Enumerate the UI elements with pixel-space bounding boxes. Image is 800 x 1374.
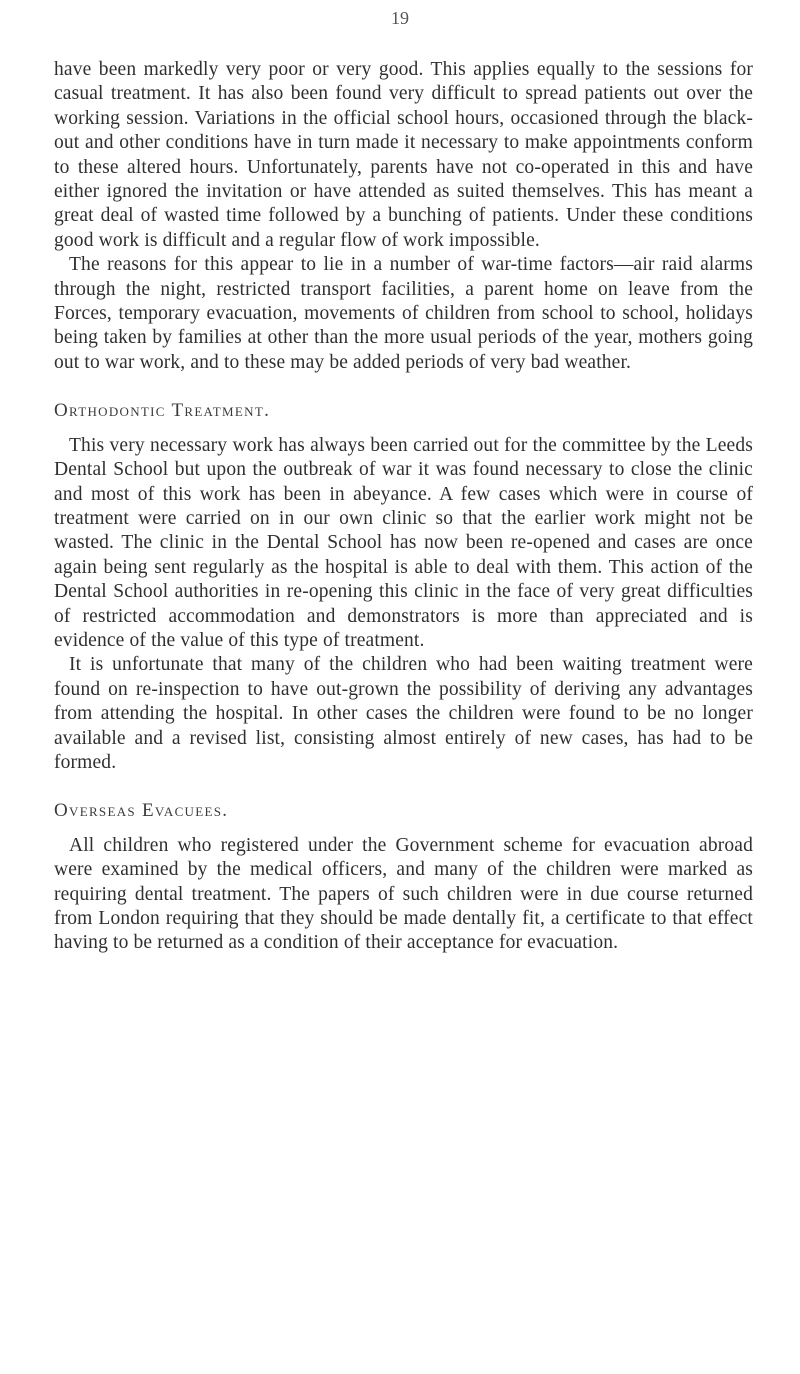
paragraph-continued: have been markedly very poor or very good. This applies equally to the sessions for casual treatment. It has also been found very difficult to spread patients out over the working session. Variations in the official school hours, occasioned through the black-out and other conditions have in turn made it necessary to make appointments conform to these altered hours. Unfortunately, parents have not co-operated in this and have either ignored the invitation or have attended as suited themselves. This has meant a great deal of wasted time followed by a bunching of patients. Under these conditions good work is difficult and a regular flow of work impossible. (54, 59, 753, 251)
paragraph-orthodontic-waiting: It is unfortunate that many of the children who had been waiting treatment were found on re-inspection to have out-grown the possibility of deriving any advantages from attending the hospital. In other cases the children were found to be no longer available and a revised list, consisting almost entirely of new cases, has had to be formed. (54, 654, 753, 773)
paragraph-wartime-factors: The reasons for this appear to lie in a number of war-time factors—air raid alarms through the night, restricted transport facilities, a parent home on leave from the Forces, temporary evacuation, movements of children from school to school, holidays being taken by families at other than the more usual periods of the year, mothers going out to war work, and to these may be added periods of very bad weather. (54, 254, 753, 373)
paragraph-orthodontic-work: This very necessary work has always been carried out for the committee by the Leeds Dental School but upon the outbreak of war it was found necessary to close the clinic and most of this work has been in abeyance. A few cases which were in course of treatment were carried on in our own clinic so that the earlier work might not be wasted. The clinic in the Dental School has now been re-opened and cases are once again being sent regularly as the hospital is able to deal with them. This action of the Dental School authorities in re-opening this clinic in the face of very great difficulties of restricted accommodation and demonstrators is more than appreciated and is evidence of the value of this type of treatment. (54, 434, 753, 651)
paragraph-overseas-evacuees: All children who registered under the Government scheme for evacuation abroad were examined by the medical officers, and many of the children were marked as requiring dental treatment. The papers of such children were in due course returned from London requiring that they should be made dentally fit, a certificate to that effect having to be returned as a condition of their acceptance for evacuation. (54, 834, 753, 954)
body-text (54, 58, 753, 956)
section-heading-overseas-evacuees: Overseas Evacuees. (54, 800, 229, 822)
page-number: 19 (391, 8, 409, 28)
section-heading-orthodontic: Orthodontic Treatment. (54, 400, 271, 422)
